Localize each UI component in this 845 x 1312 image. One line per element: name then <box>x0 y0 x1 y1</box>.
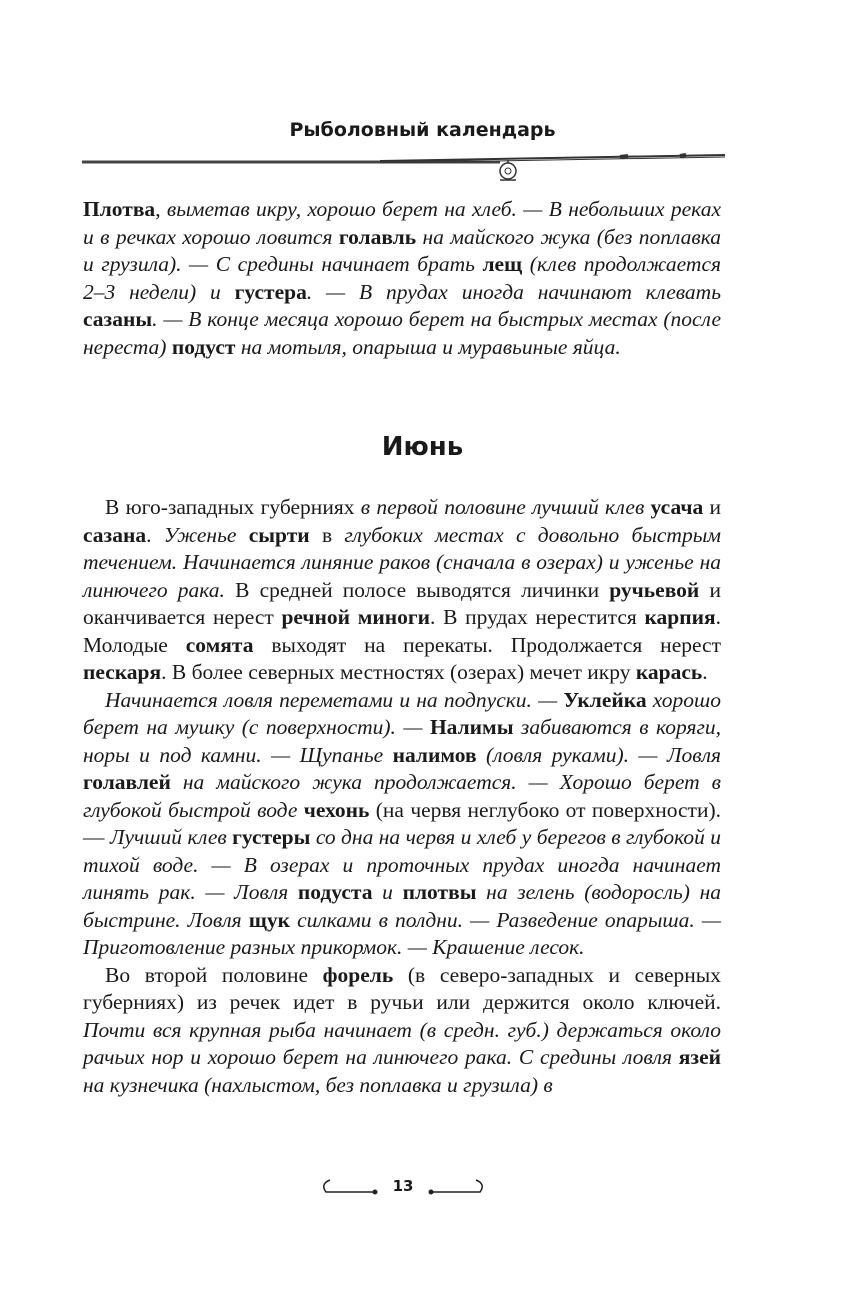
page-number: 13 <box>392 1177 414 1195</box>
text-run: . — В прудах иногда начинают клевать <box>306 279 721 304</box>
text-run: Почти вся крупная рыба начинает (в средн. губ.) держаться около рачьих нор и хорошо берет на линючего рака. С средины ловля <box>83 1017 721 1069</box>
fish-name: пескаря <box>83 660 162 684</box>
text-run: забиваются в коряги, норы и под камни. — Щупанье <box>83 715 721 767</box>
text-run: Лучший клев <box>109 825 233 849</box>
fish-name: сырти <box>248 522 310 547</box>
text-run: на майского жука (без поплавка и грузила). — С средины начинает брать <box>83 224 721 276</box>
page-text-top <box>83 196 721 361</box>
text-run: (клев продолжается 2–3 недели) и <box>83 252 722 304</box>
fish-name: чехонь <box>303 797 370 822</box>
fish-name: лещ <box>482 252 523 276</box>
fish-name: сомята <box>185 632 254 657</box>
fish-name: сазана <box>83 522 147 547</box>
text-run: и оканчивается нерест <box>83 577 721 629</box>
paragraph <box>83 494 721 687</box>
fish-name: подуст <box>171 334 236 359</box>
running-head: Рыболовный календарь <box>289 119 556 141</box>
fish-name: густера <box>234 279 307 304</box>
text-run: в первой половине лучший клев <box>360 495 651 519</box>
text-run: Уженье <box>163 522 249 547</box>
text-run: . В прудах нерестится <box>430 605 645 629</box>
text-run: хорошо берет на мушку (с поверхности). — <box>83 687 721 739</box>
paragraph <box>83 962 721 1100</box>
text-run: на майского жука продолжается. — Хорошо берет в глубокой быстрой воде <box>83 770 721 822</box>
text-run: на кузнечика (нахлыстом, без поплавка и грузила) в <box>83 1072 553 1097</box>
text-run: (в северо-западных и северных губерниях) из речек идет в ручьи или держится около ключей. <box>83 962 722 1014</box>
text-run: . — В конце месяца хорошо берет на быстрых местах (после нереста) <box>83 307 721 359</box>
fish-name: речной миноги <box>281 605 431 629</box>
text-run: В юго-западных губерниях <box>105 495 361 519</box>
text-run: на мотыля, опарыша и муравьиные яйца. <box>235 334 621 359</box>
section-title: Июнь <box>381 432 464 462</box>
text-run: (на червя неглубоко от поверхности). — <box>83 797 721 849</box>
fish-name: ручьевой <box>609 577 700 602</box>
text-run: со дна на червя и хлеб у берегов в глубокой и тихой воде. — В озерах и проточных прудах иногда начинает линять рак. — Ловля <box>83 825 721 904</box>
fish-name: голавлей <box>83 770 171 794</box>
fish-name: голавль <box>338 224 417 249</box>
text-run: . Молодые <box>83 605 721 657</box>
text-run: Начинается ловля переметами и на подпуски. — <box>105 687 564 712</box>
fish-name: Налимы <box>429 715 514 739</box>
text-run: в <box>309 522 345 547</box>
text-run: выметав икру, хорошо берет на хлеб. — В небольших реках и в речках хорошо ловится <box>83 197 721 249</box>
text-run: . В более северных местностях (озерах) мечет икру <box>161 660 636 684</box>
paragraph <box>83 196 721 361</box>
text-run: В средней полосе выводятся личинки <box>224 577 610 602</box>
fish-name: Плотва <box>83 197 156 221</box>
fish-name: щук <box>248 907 291 932</box>
page-text-main <box>83 494 721 1099</box>
text-run: (ловля руками). — Ловля <box>476 742 721 767</box>
text-run: силками в полдни. — Разведение опарыша. — Приготовление разных прикормок. — Крашение лесок. <box>83 907 721 959</box>
fish-name: сазаны <box>83 307 153 331</box>
fish-name: язей <box>678 1045 721 1069</box>
fish-name: Уклейка <box>563 687 647 712</box>
fish-name: карпия <box>644 605 716 629</box>
text-run: , <box>155 197 167 221</box>
text-run: . <box>146 522 164 547</box>
paragraph <box>83 687 721 962</box>
fish-name: плотвы <box>402 880 477 904</box>
text-run: . <box>702 660 708 684</box>
fish-name: подуста <box>297 880 373 904</box>
text-run: Во второй половине <box>105 962 323 987</box>
fish-name: густеры <box>232 825 311 849</box>
fish-name: усача <box>650 495 704 519</box>
fish-name: форель <box>322 962 394 987</box>
text-run: на зелень (водоросль) на быстрине. Ловля <box>83 880 721 932</box>
fish-name: карась <box>635 660 703 684</box>
text-run: и <box>703 495 721 519</box>
text-run: и <box>372 880 403 904</box>
fishing-rod-rule <box>80 146 730 186</box>
page-footer <box>318 1170 488 1206</box>
text-run: глубоких местах с довольно быстрым течением. Начинается линяние раков (сначала в озерах) и уженье на линючего рака. <box>83 522 721 602</box>
text-run: выходят на перекаты. Продолжается нерест <box>253 632 721 657</box>
fish-name: налимов <box>392 742 477 767</box>
